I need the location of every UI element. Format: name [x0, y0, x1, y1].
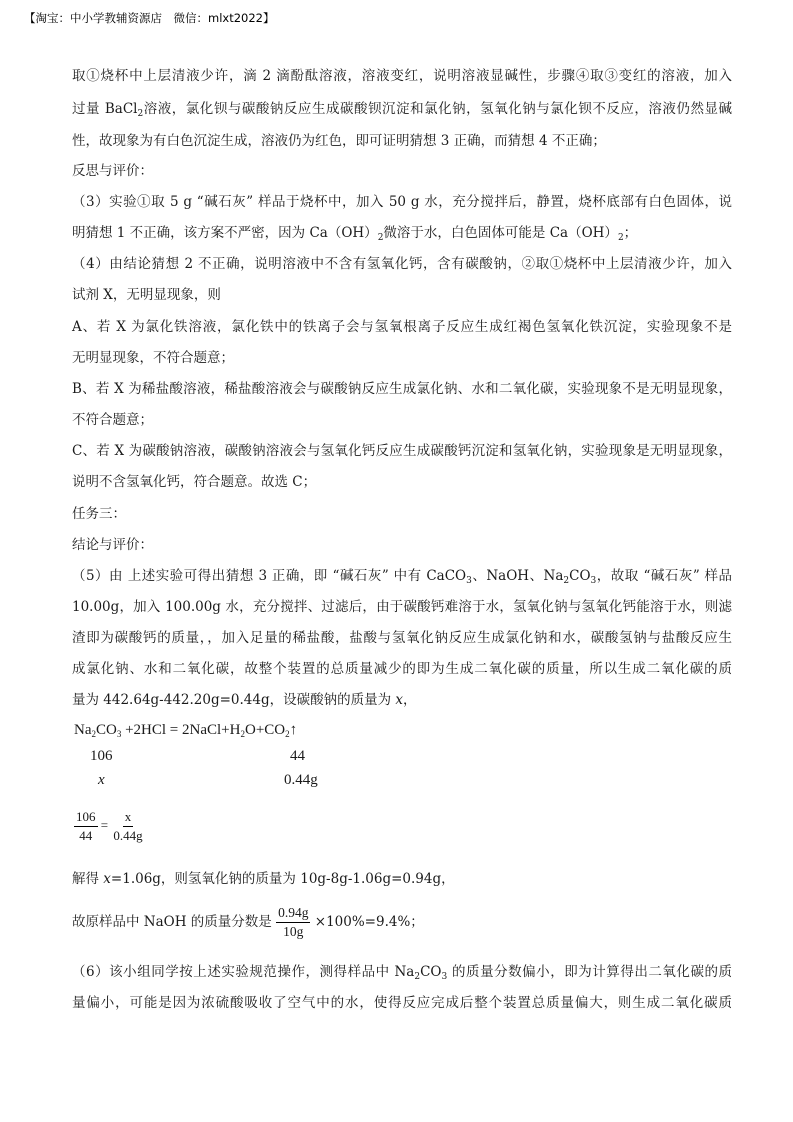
p5-line5: 量为 442.64g-442.20g=0.44g，设碳酸钠的质量为 x， [72, 692, 417, 708]
fraction-line: 故原样品中 NaOH 的质量分数是 $\frac{0.94g}{10g}$ ×100%=9.4%； [72, 905, 424, 939]
p6-line2: 量偏小，可能是因为浓硫酸吸收了空气中的水，使得反应完成后整个装置总质量偏大，则生成二氧化碳质 [72, 995, 732, 1011]
chemical-equation: $Na_2CO_3 +2HCl$ = $2NaCl+H_2O+CO_2↑$ [74, 722, 298, 739]
unknown-mass-x: x [98, 772, 105, 788]
mass-co2-value: 0.44g [284, 772, 318, 788]
molar-mass-co2: 44 [290, 748, 305, 764]
option-a-line2: 无明显现象，不符合题意； [72, 350, 234, 366]
option-c-line1: C、若 X 为碳酸钠溶液，碳酸钠溶液会与氢氧化钙反应生成碳酸钙沉淀和氢氧化钠，实验现象是无明显现象， [72, 443, 732, 459]
p5-line2: 10.00g，加入 100.00g 水，充分搅拌、过滤后，由于碳酸钙难溶于水，氢氧化钠与氢氧化钙能溶于水，则滤 [72, 599, 732, 615]
p5-line4: 成氯化钠、水和二氧化碳，故整个装置的总质量减少的即为生成二氧化碳的质量，所以生成二氧化碳的质 [72, 661, 732, 677]
conclusion-title: 结论与评价： [72, 537, 153, 553]
p3-line2: 明猜想 1 不正确，该方案不严密，因为 $Ca(OH)_2$微溶于水，白色固体可能是 $Ca(OH)_2$； [72, 225, 638, 243]
p5-line1: （5）由 上述实验可得出猜想 3 正确，即 “碱石灰” 中有 CaCO$_3$、NaOH、$Na_2CO_3$，故取 “碱石灰” 样品 [72, 568, 732, 586]
solve-line: 解得 x=1.06g，则氢氧化钠的质量为 10g-8g-1.06g=0.94g， [72, 871, 455, 887]
p1-line3: 性，故现象为有白色沉淀生成，溶液仍为红色，即可证明猜想 3 正确，而猜想 4 不正确； [72, 133, 606, 149]
reflect-title: 反思与评价： [72, 163, 153, 179]
p4-line2: 试剂 X，无明显现象，则 [72, 287, 221, 303]
option-c-line2: 说明不含氢氧化钙，符合题意。故选 C； [72, 474, 317, 490]
p3-line1: （3）实验①取 5 g “碱石灰” 样品于烧杯中，加入 50 g 水，充分搅拌后，静置，烧杯底部有白色固体，说 [72, 194, 732, 210]
p5-line3: 渣即为碳酸钙的质量，，加入足量的稀盐酸，盐酸与氢氧化钠反应生成氯化钠和水，碳酸氢钠与盐酸反应生 [72, 630, 732, 646]
p4-line1: （4）由结论猜想 2 不正确，说明溶液中不含有氢氧化钙，含有碳酸钠，②取①烧杯中上层清液少许，加入 [72, 256, 732, 272]
task3-title: 任务三： [72, 506, 126, 522]
ratio-equation: $\frac{106}{44}$ = $\frac{x}{0.44g}$ [76, 809, 143, 843]
page-header: 【淘宝：中小学教辅资源店 微信：mlxt2022】 [24, 11, 275, 25]
option-a-line1: A、若 X 为氯化铁溶液，氯化铁中的铁离子会与氢氧根离子反应生成红褐色氢氧化铁沉淀，实验现象不是 [72, 319, 732, 335]
option-b-line2: 不符合题意； [72, 412, 153, 428]
p1-line2: 过量 BaCl$_2$溶液，氯化钡与碳酸钠反应生成碳酸钡沉淀和氯化钠，氢氧化钠与氯化钡不反应，溶液仍然显碱 [72, 101, 732, 119]
option-b-line1: B、若 X 为稀盐酸溶液，稀盐酸溶液会与碳酸钠反应生成氯化钠、水和二氧化碳，实验现象不是无明显现象， [72, 381, 732, 397]
p6-line1: （6）该小组同学按上述实验规范操作，测得样品中 $Na_2CO_3$ 的质量分数偏小，即为计算得出二氧化碳的质 [72, 964, 732, 982]
molar-mass-na2co3: 106 [90, 748, 113, 764]
p1-line1: 取①烧杯中上层清液少许，滴 2 滴酚酞溶液，溶液变红，说明溶液显碱性，步骤④取③变红的溶液，加入 [72, 68, 732, 84]
